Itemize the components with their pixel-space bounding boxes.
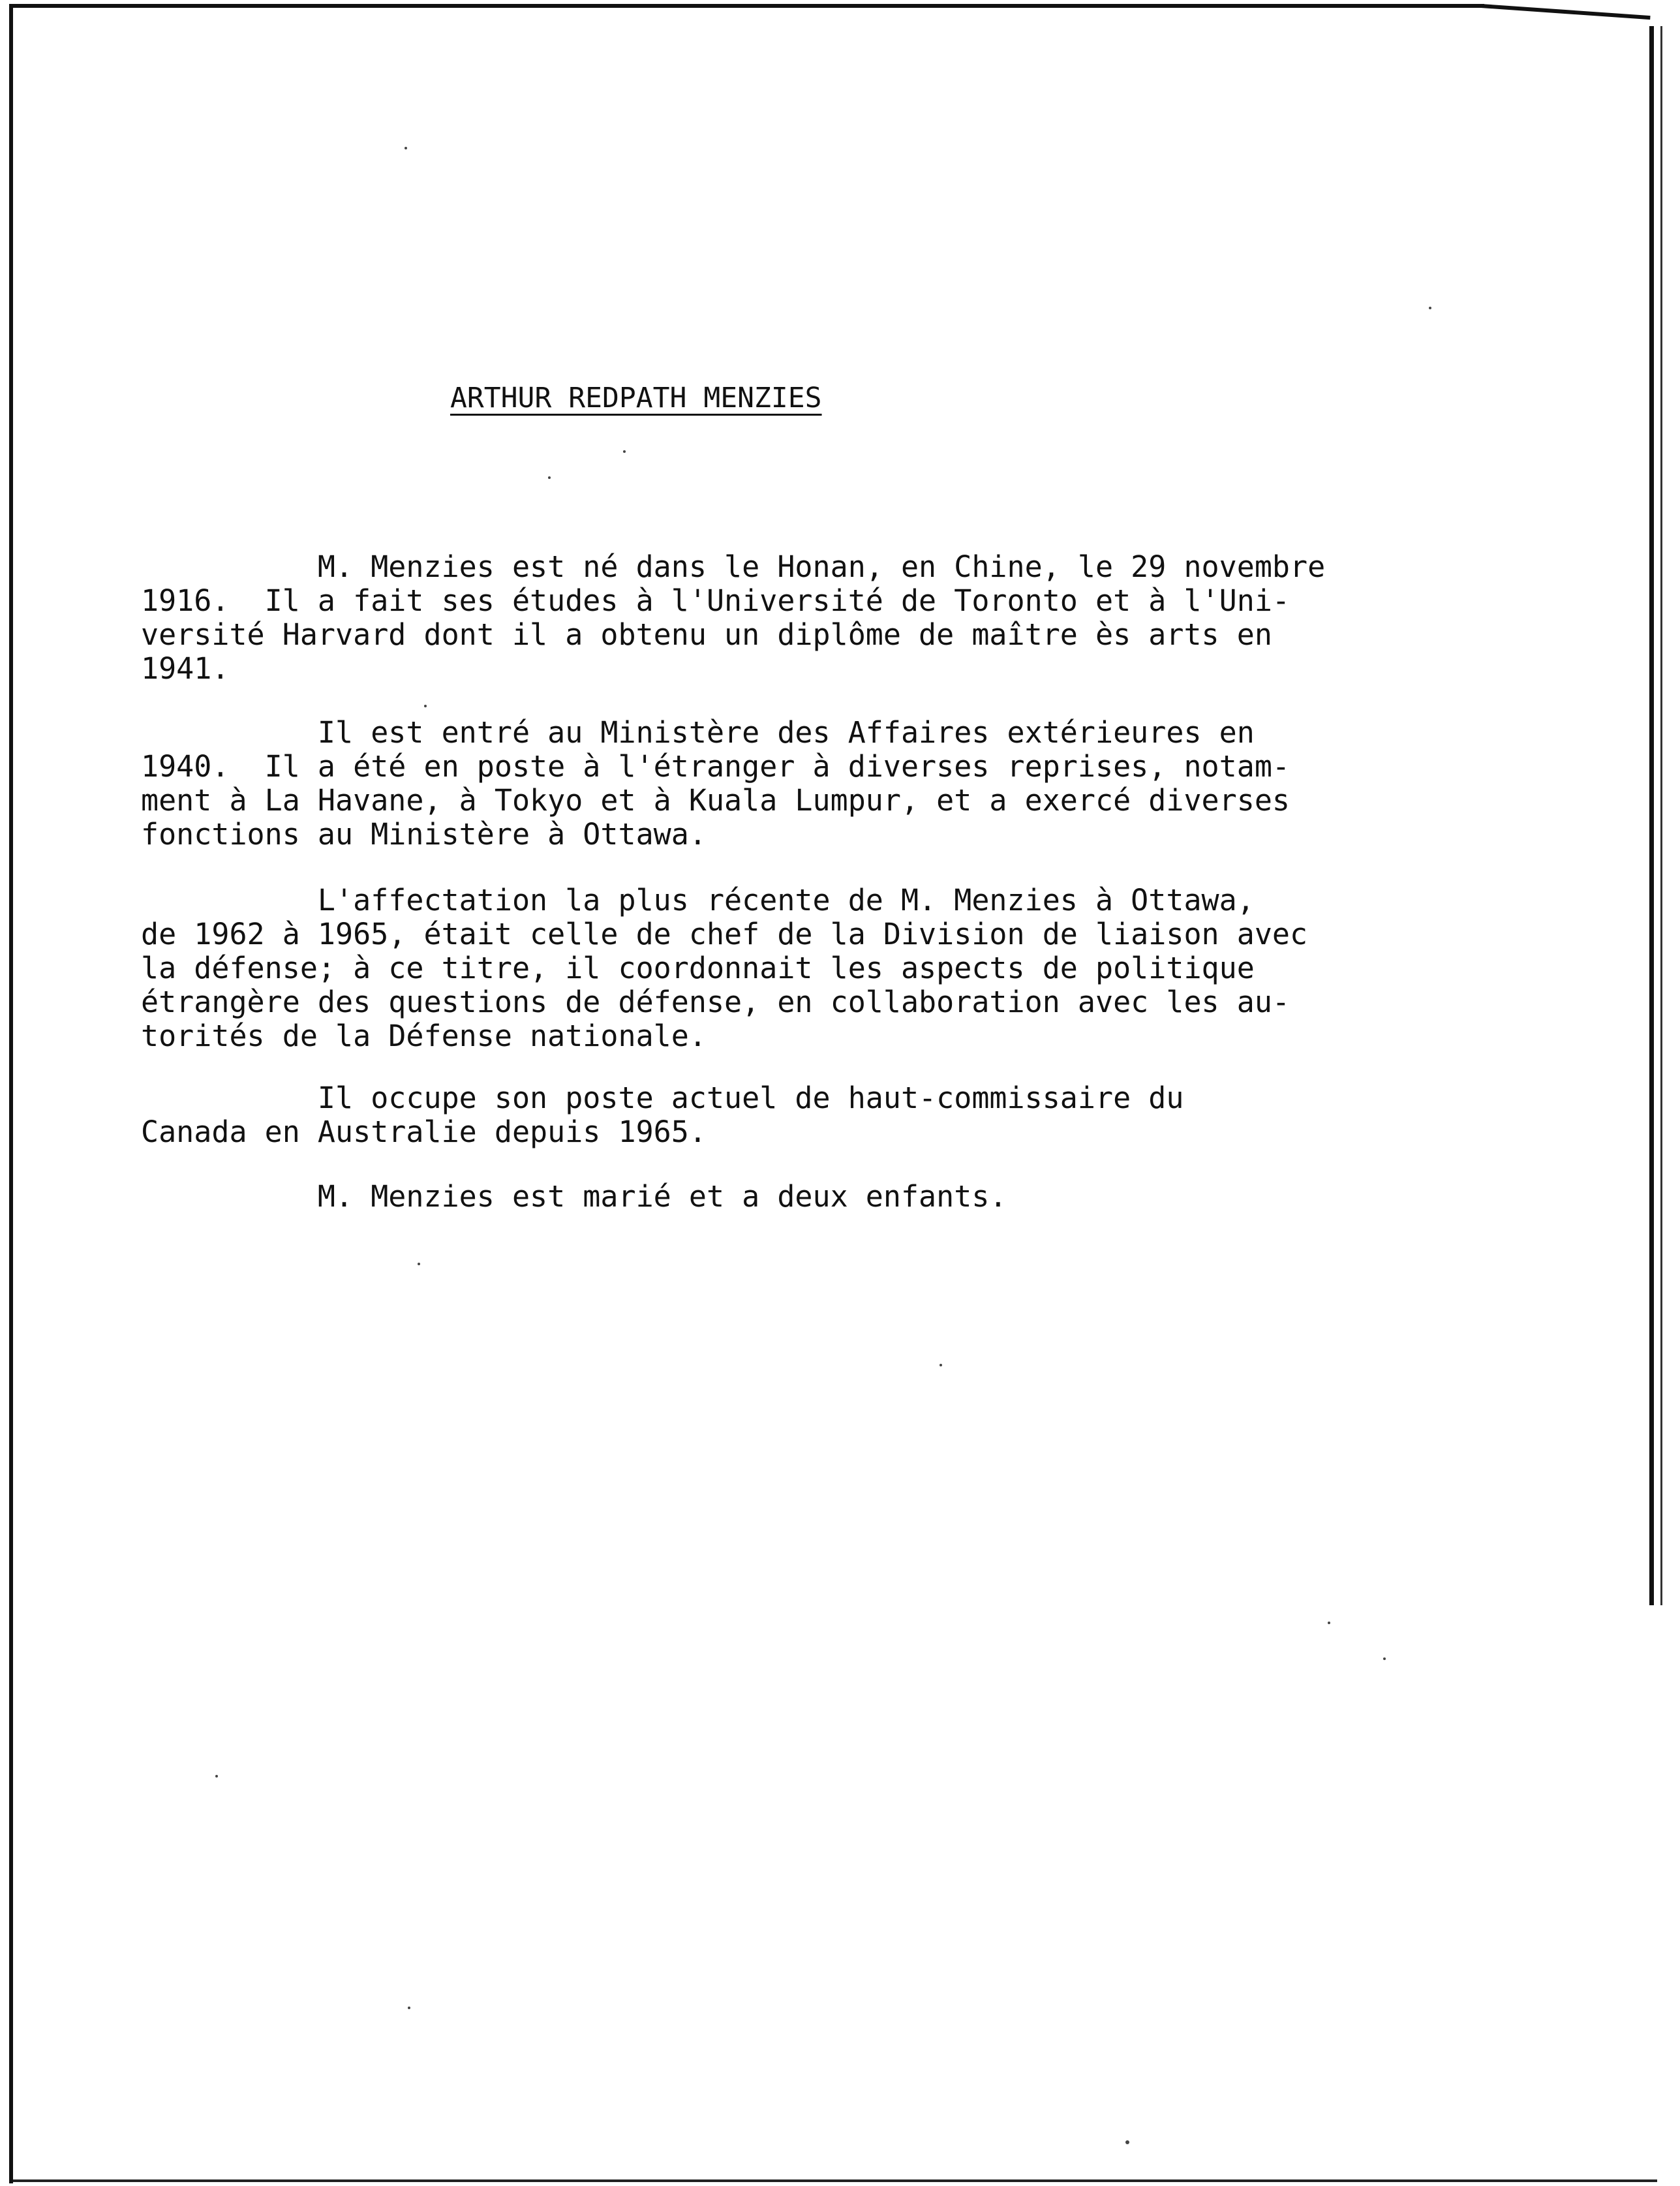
scan-speck: [548, 476, 551, 479]
scan-speck: [1125, 2140, 1129, 2144]
scan-speck: [1328, 1622, 1330, 1624]
scan-speck: [215, 1775, 218, 1778]
paragraph-family: M. Menzies est marié et a deux enfants.: [141, 1179, 1007, 1214]
scan-edge-left: [9, 4, 13, 2183]
scan-speck: [405, 147, 407, 149]
paragraph-current-post: Il occupe son poste actuel de haut-commissaire du Canada en Australie depuis 1965.: [141, 1081, 1184, 1149]
scan-speck: [623, 450, 626, 453]
scan-edge-right: [1649, 26, 1654, 1605]
scan-speck: [424, 705, 427, 707]
document-title: ARTHUR REDPATH MENZIES: [450, 382, 822, 414]
scan-speck: [939, 1364, 942, 1366]
scan-speck: [1383, 1657, 1386, 1660]
scan-edge-top-curl: [1481, 4, 1651, 20]
paragraph-birth: M. Menzies est né dans le Honan, en Chine, le 29 novembre 1916. Il a fait ses études à l'Université de Toronto et à l'Uni- versité Harvard dont il a obtenu un diplôme de maître ès arts en 1941.: [141, 549, 1326, 686]
scan-edge-right-inner: [1660, 26, 1662, 1605]
paragraph-career: Il est entré au Ministère des Affaires extérieures en 1940. Il a été en poste à l'étranger à diverses reprises, notam- ment à La Havane, à Tokyo et à Kuala Lumpur, et a exercé diverses fonctions au Ministère à Ottawa.: [141, 715, 1290, 852]
scan-speck: [408, 2007, 410, 2009]
scan-speck: [1429, 307, 1431, 309]
scan-edge-top: [13, 4, 1484, 8]
paragraph-recent-posting: L'affectation la plus récente de M. Menzies à Ottawa, de 1962 à 1965, était celle de chef de la Division de liaison avec la défense; à ce titre, il coordonnait les aspects de politique étrangère des questions de défense, en collaboration avec les au- torités de la Défense nationale.: [141, 883, 1308, 1053]
scan-speck: [418, 1263, 420, 1265]
scan-edge-bottom: [13, 2179, 1657, 2182]
side-stamp: [1435, 901, 1605, 1220]
